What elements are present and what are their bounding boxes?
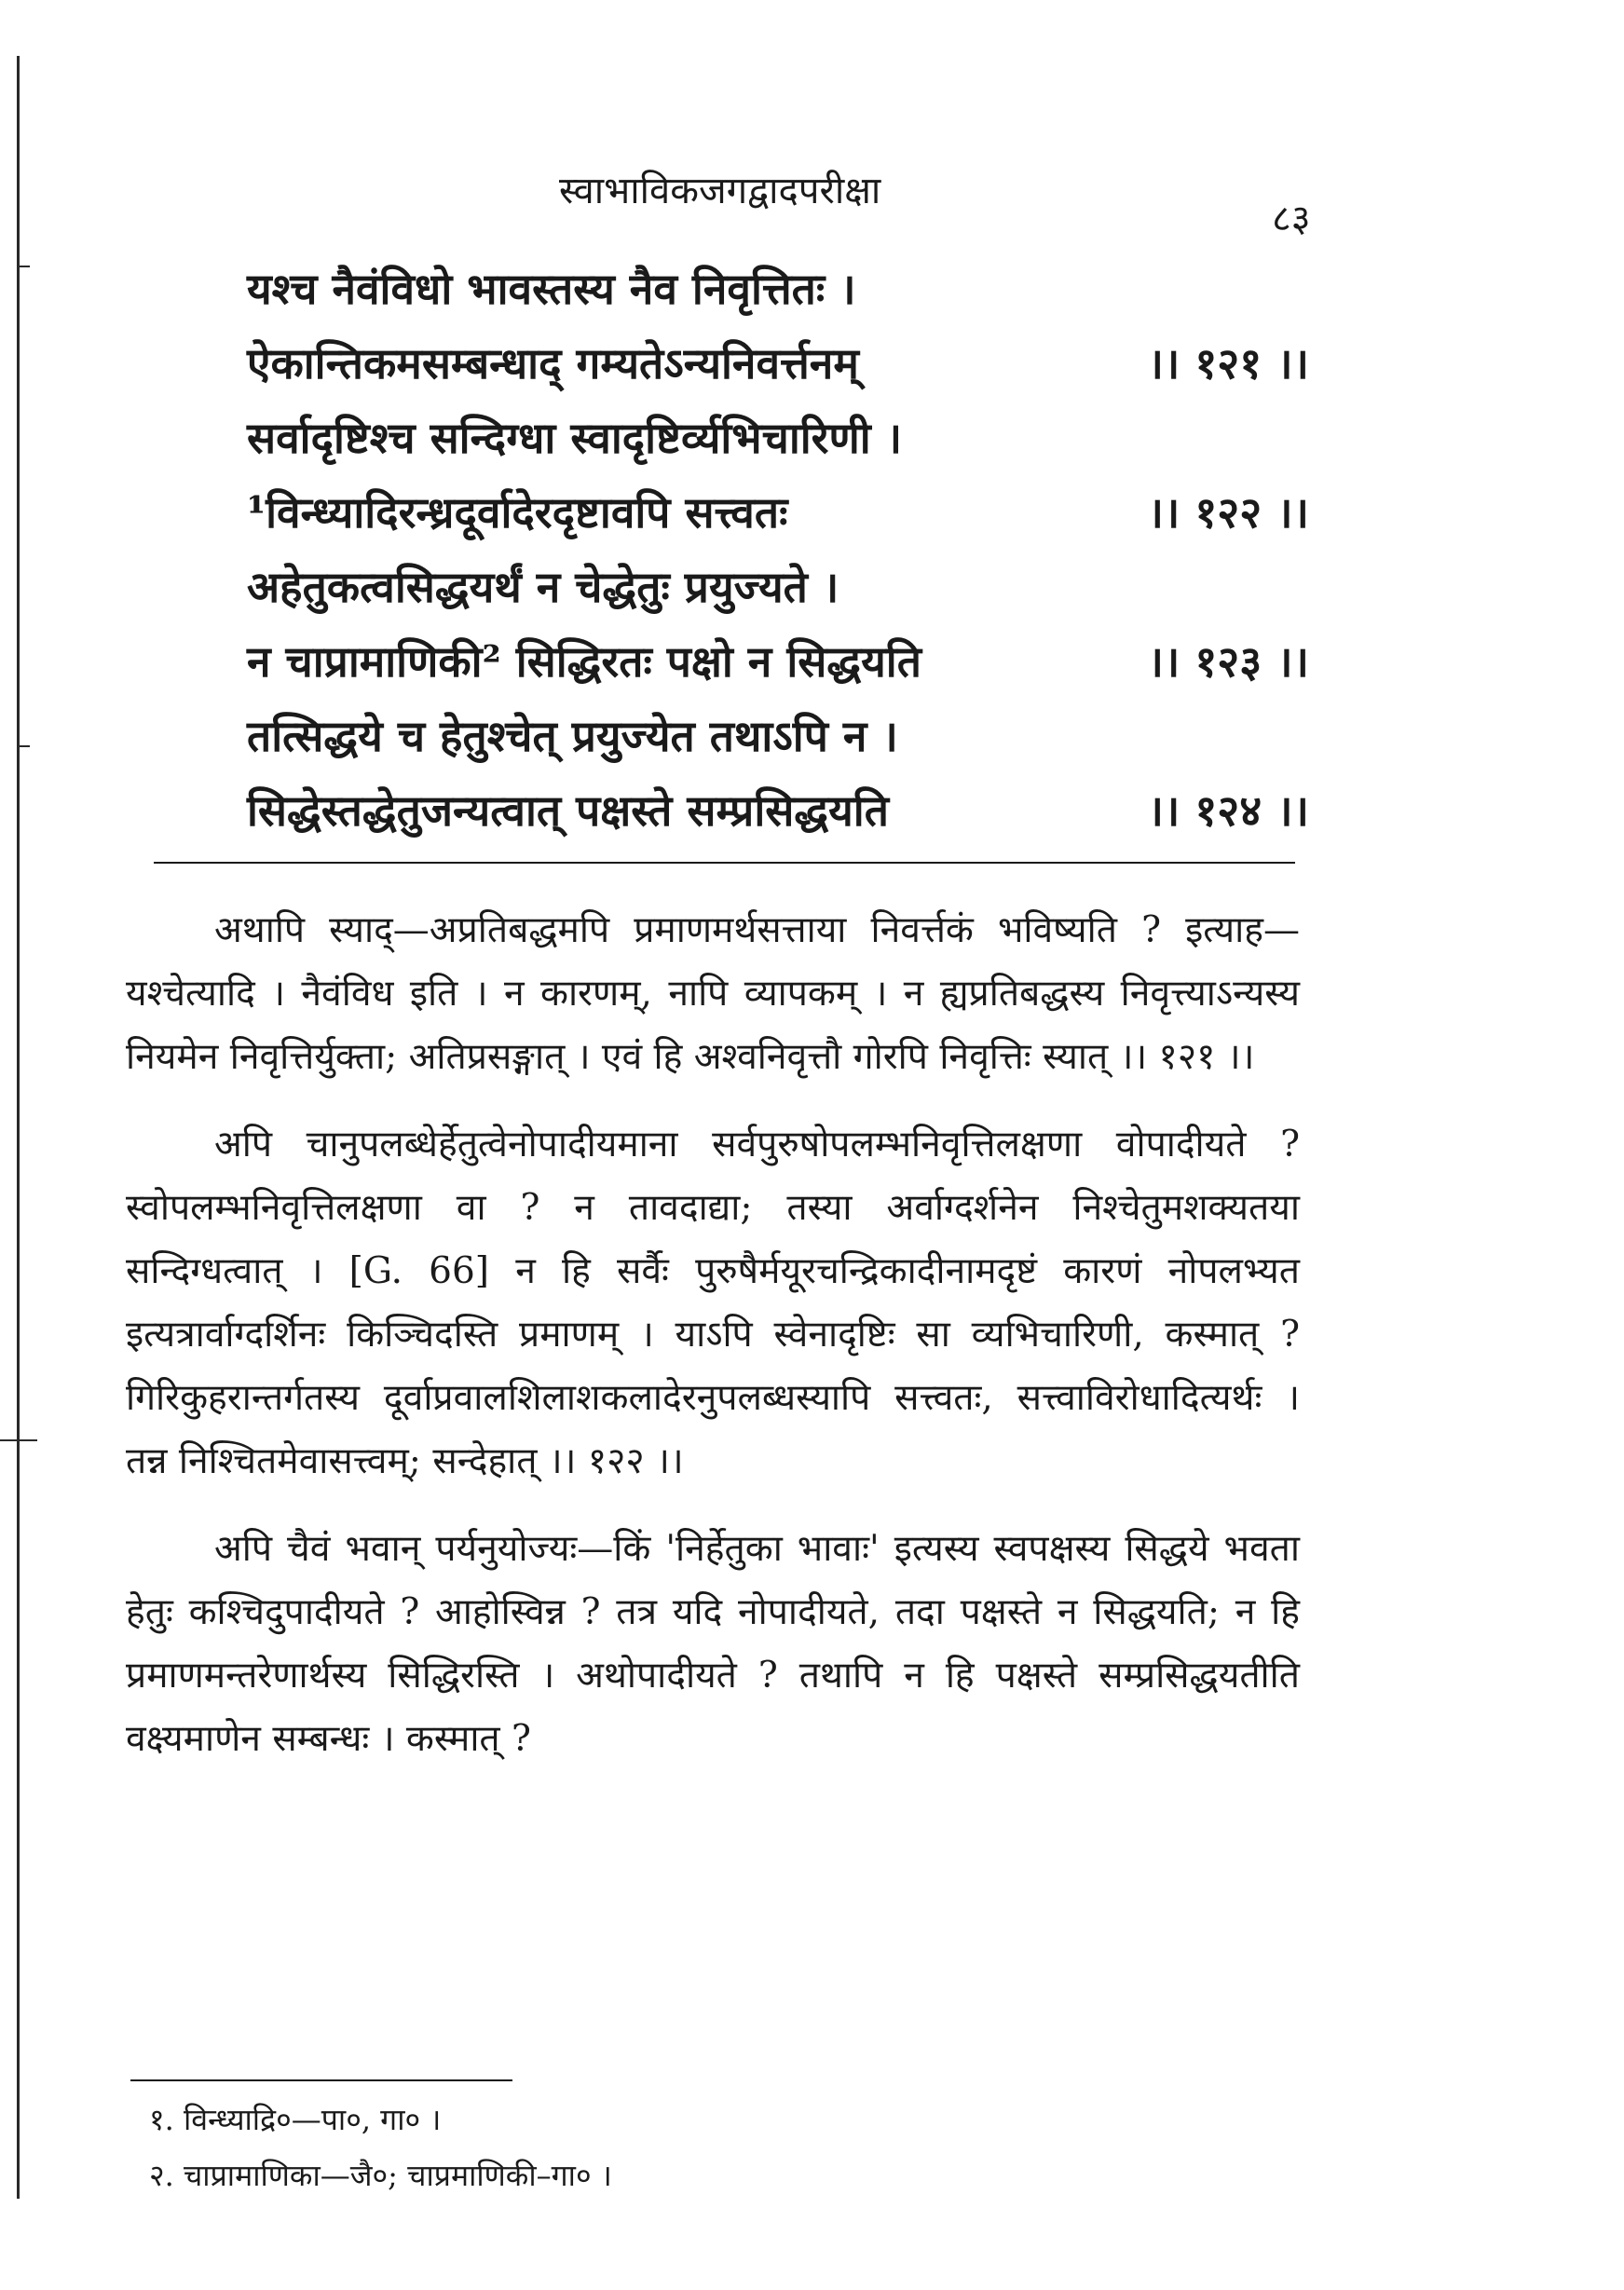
margin-tick xyxy=(17,745,30,747)
verse-block xyxy=(247,252,1309,848)
verse-text: न चाप्रामाणिकी² सिद्धिरतः पक्षो न सिद्धयति xyxy=(247,636,921,687)
verse-line xyxy=(247,401,1309,475)
footnote: १. विन्ध्याद्रि०—पा०, गा० । xyxy=(149,2102,442,2137)
verse-text: तत्सिद्धये च हेतुश्चेत् प्रयुज्येत तथाऽपि न । xyxy=(247,711,898,761)
running-title: स्वाभाविकजगद्वादपरीक्षा xyxy=(559,170,881,212)
commentary xyxy=(126,899,1300,1795)
verse-line xyxy=(247,699,1309,773)
verse-text: ऐकान्तिकमसम्बन्धाद् गम्यतेऽन्यनिवर्त्तनम् xyxy=(247,338,859,388)
verse-number: ।। १२२ ।। xyxy=(1147,487,1309,538)
verse-line xyxy=(247,252,1309,326)
verse-line xyxy=(247,624,1309,699)
footnote: २. चाप्रामाणिका—जै०; चाप्रमाणिकी–गा० । xyxy=(149,2158,612,2193)
verse-line xyxy=(247,475,1309,550)
verse-text: अहेतुकत्वसिद्धयर्थं न चेद्धेतुः प्रयुज्यते । xyxy=(247,562,839,612)
commentary-paragraph: अथापि स्याद्—अप्रतिबद्धमपि प्रमाणमर्थसत्ताया निवर्त्तकं भविष्यति ? इत्याह—यश्चेत्यादि । नैवंविध इति । न कारणम्, नापि व्यापकम् । न ह्यप्रतिबद्धस्य निवृत्त्याऽन्यस्य नियमेन निवृत्तिर्युक्ता; अतिप्रसङ्गात् । एवं हि अश्वनिवृत्तौ गोरपि निवृत्तिः स्यात् ।। १२१ ।। xyxy=(126,909,1300,1078)
verse-text: यश्च नैवंविधो भावस्तस्य नैव निवृत्तितः । xyxy=(247,264,856,314)
footnote-divider xyxy=(130,2079,512,2081)
margin-tick xyxy=(17,266,30,267)
verse-line xyxy=(247,326,1309,401)
verse-text: सिद्धेस्तद्धेतुजन्यत्वात् पक्षस्ते सम्प्रसिद्धयति xyxy=(247,785,889,836)
verse-line xyxy=(247,773,1309,848)
verse-line xyxy=(247,550,1309,624)
verse-number: ।। १२१ ।। xyxy=(1147,338,1309,388)
binding-edge-line xyxy=(17,56,20,2199)
verse-number: ।। १२४ ।। xyxy=(1147,785,1309,836)
page-number: ८३ xyxy=(1272,198,1311,240)
footnotes xyxy=(149,2092,612,2203)
commentary-paragraph: अपि चैवं भवान् पर्यनुयोज्यः—किं 'निर्हेतुका भावाः' इत्यस्य स्वपक्षस्य सिद्धये भवता हेतुः कश्चिदुपादीयते ? आहोस्विन्न ? तत्र यदि नोपादीयते, तदा पक्षस्ते न सिद्धयति; न हि प्रमाणमन्तरेणार्थस्य सिद्धिरस्ति । अथोपादीयते ? तथापि न हि पक्षस्ते सम्प्रसिद्धयतीति वक्ष्यमाणेन सम्बन्धः । कस्मात् ? xyxy=(126,1528,1300,1760)
verse-text: ¹विन्ध्यादिरन्ध्रदूर्वादेरदृष्टावपि सत्त्वतः xyxy=(247,487,788,538)
verse-number: ।। १२३ ।। xyxy=(1147,636,1309,687)
verse-commentary-divider xyxy=(154,862,1295,864)
verse-text: सर्वादृष्टिश्च सन्दिग्धा स्वादृष्टिर्व्यभिचारिणी । xyxy=(247,413,903,463)
commentary-paragraph: अपि चानुपलब्धेर्हेतुत्वेनोपादीयमाना सर्वपुरुषोपलम्भनिवृत्तिलक्षणा वोपादीयते ? स्वोपलम्भनिवृत्तिलक्षणा वा ? न तावदाद्या; तस्या अर्वाग्दर्शनेन निश्चेतुमशक्यतया सन्दिग्धत्वात् । [G. 66] न हि सर्वैः पुरुषैर्मयूरचन्द्रिकादीनामदृष्टं कारणं नोपलभ्यत इत्यत्रार्वाग्दर्शिनः किञ्चिदस्ति प्रमाणम् । याऽपि स्वेनादृष्टिः सा व्यभिचारिणी, कस्मात् ? गिरिकुहरान्तर्गतस्य दूर्वाप्रवालशिलाशकलादेरनुपलब्धस्यापि सत्त्वतः, सत्त्वाविरोधादित्यर्थः । तन्न निश्चितमेवासत्त्वम्; सन्देहात् ।। १२२ ।। xyxy=(126,1124,1300,1482)
margin-tick xyxy=(0,1439,37,1441)
